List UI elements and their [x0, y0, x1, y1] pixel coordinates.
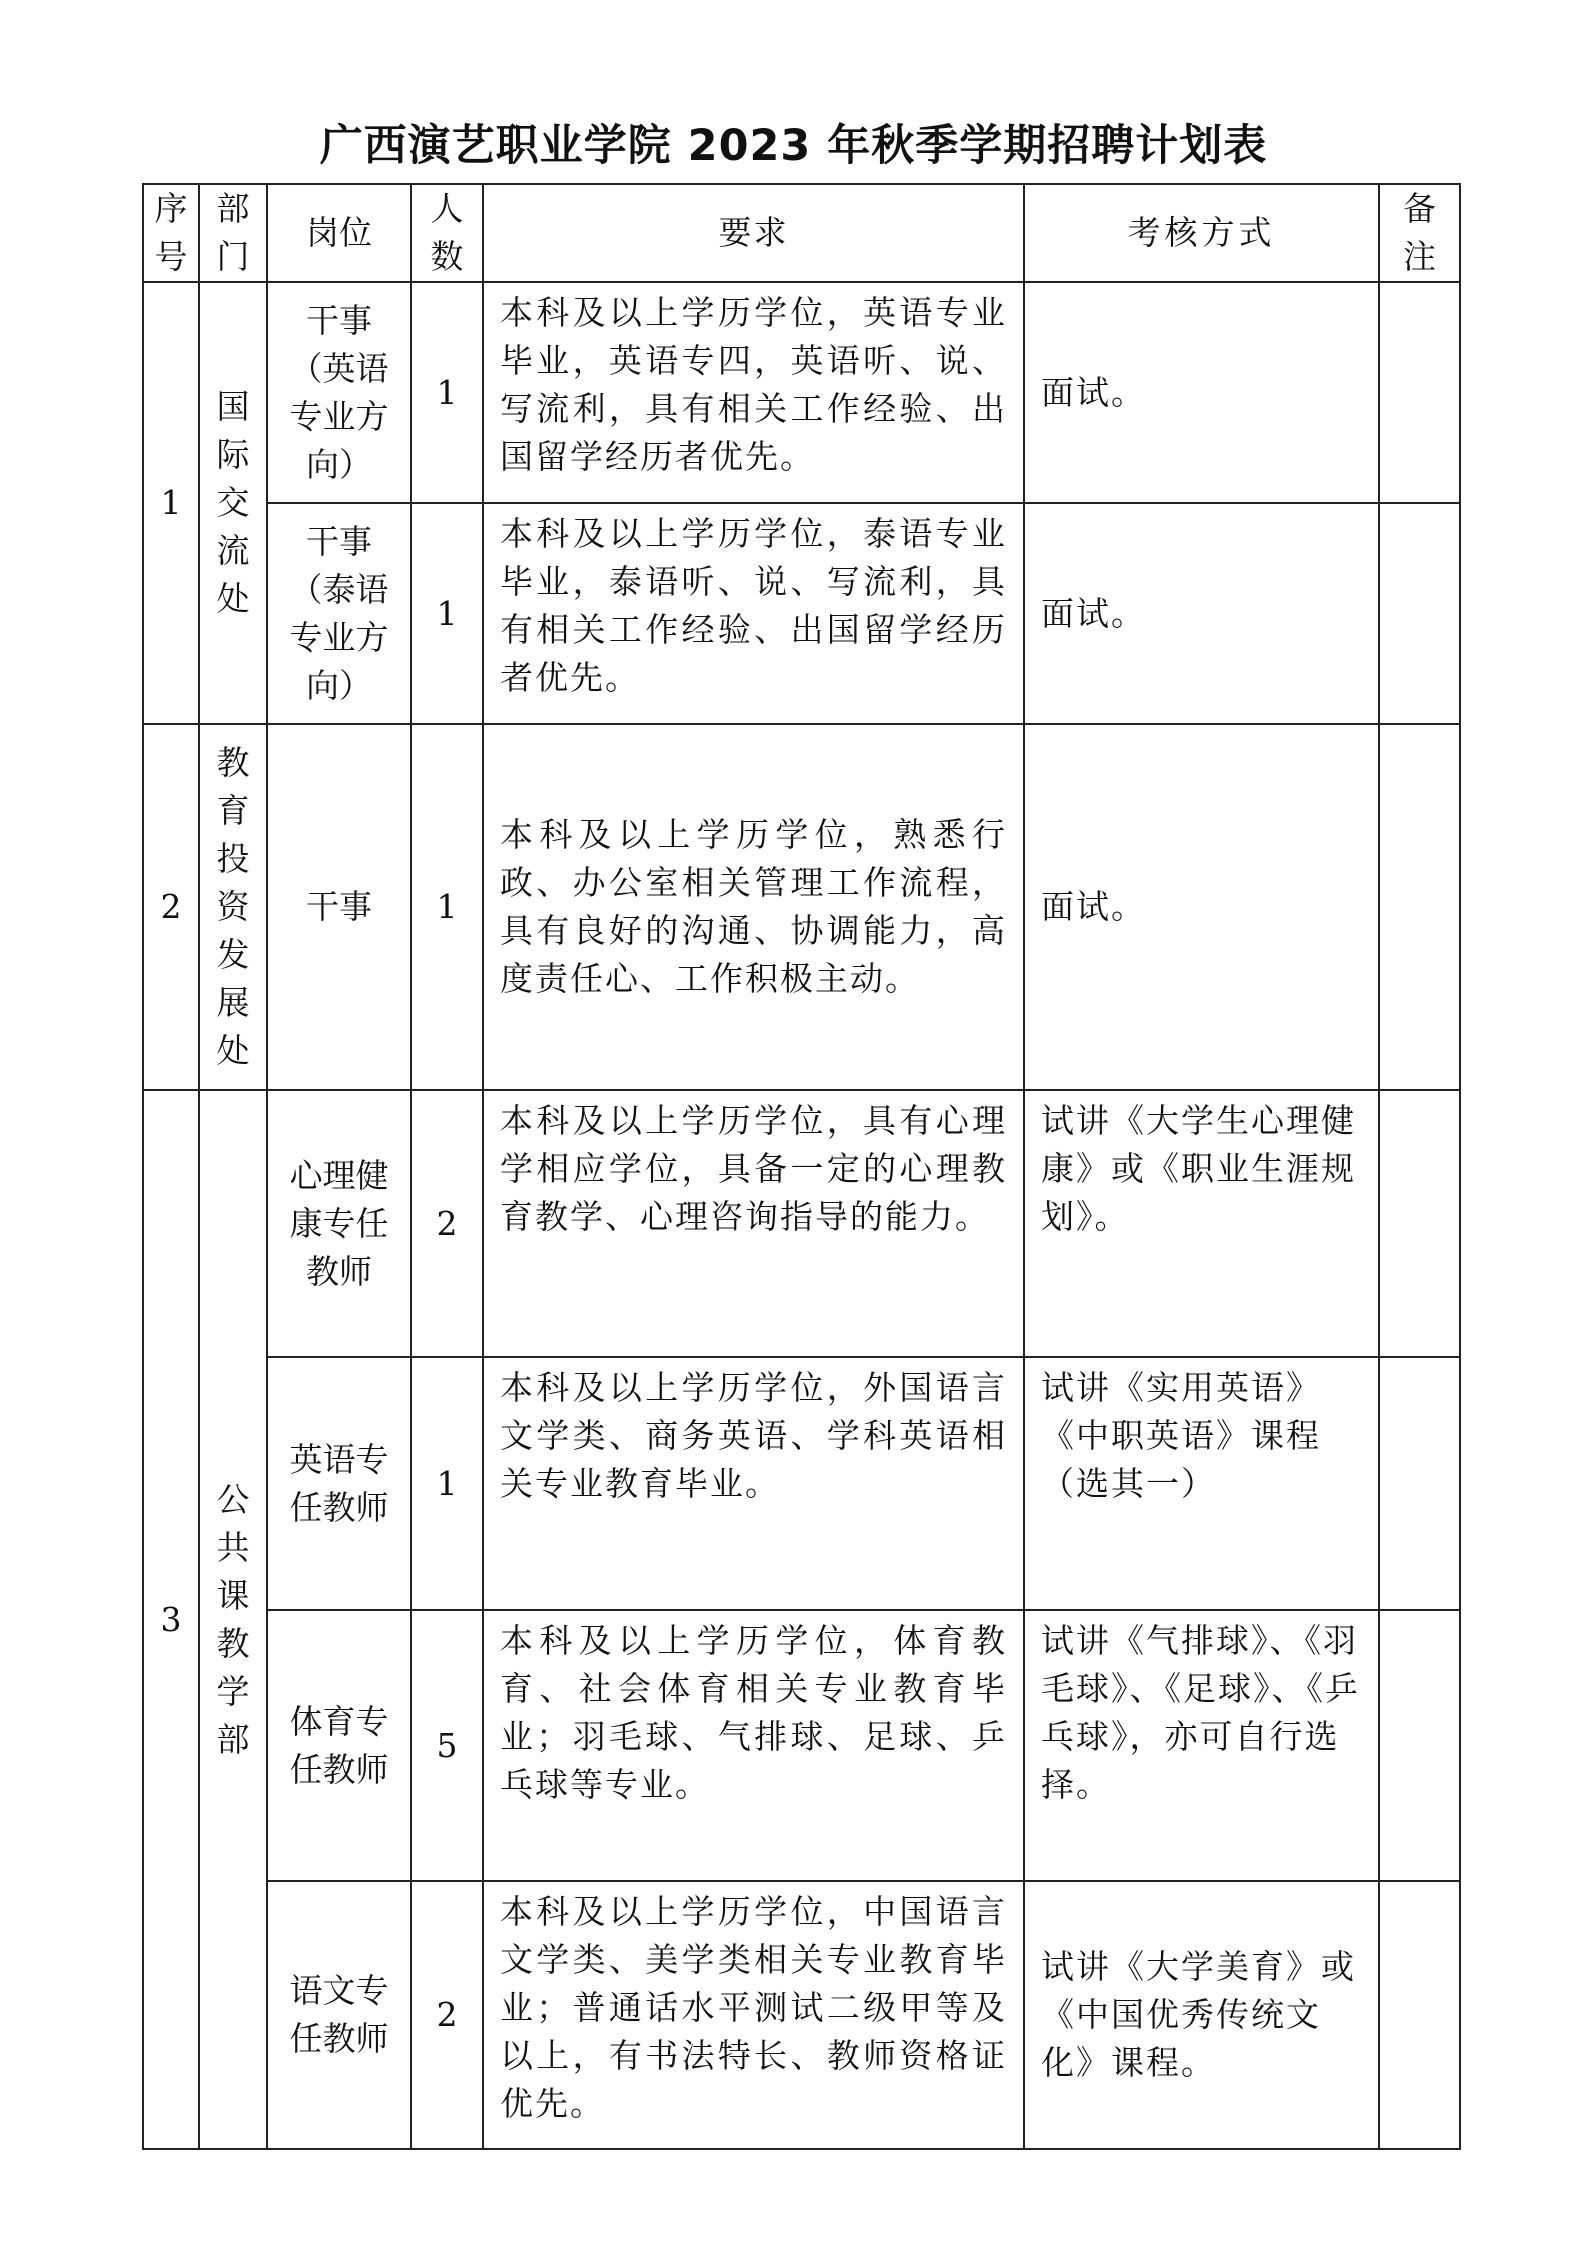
row-no: 1	[143, 282, 199, 724]
row-exam: 面试。	[1024, 724, 1379, 1090]
row-post: 心理健康专任教师	[267, 1090, 411, 1357]
row-requirements: 本科及以上学历学位，熟悉行政、办公室相关管理工作流程，具有良好的沟通、协调能力，高度责任心、工作积极主动。	[483, 724, 1024, 1090]
table-row	[143, 1881, 1460, 2149]
header-exam: 考核方式	[1024, 184, 1379, 282]
row-requirements: 本科及以上学历学位，中国语言文学类、美学类相关专业教育毕业；普通话水平测试二级甲等及以上，有书法特长、教师资格证优先。	[483, 1881, 1024, 2149]
row-requirements: 本科及以上学历学位，英语专业毕业，英语专四，英语听、说、写流利，具有相关工作经验、出国留学经历者优先。	[483, 282, 1024, 503]
table-row	[143, 1357, 1460, 1610]
row-note	[1379, 1357, 1460, 1610]
row-count: 1	[411, 1357, 483, 1610]
row-no: 3	[143, 1090, 199, 2149]
row-dept: 公共课教学部	[199, 1090, 267, 2149]
header-count: 人数	[411, 184, 483, 282]
header-dept: 部门	[199, 184, 267, 282]
row-note	[1379, 724, 1460, 1090]
header-req: 要求	[483, 184, 1024, 282]
row-note	[1379, 1610, 1460, 1881]
row-exam: 试讲《实用英语》《中职英语》课程（选其一）	[1024, 1357, 1379, 1610]
row-post: 干事（泰语专业方向）	[267, 503, 411, 724]
header-row	[143, 184, 1460, 282]
row-post: 语文专任教师	[267, 1881, 411, 2149]
row-requirements: 本科及以上学历学位，体育教育、社会体育相关专业教育毕业；羽毛球、气排球、足球、乒乓球等专业。	[483, 1610, 1024, 1881]
row-note	[1379, 282, 1460, 503]
page-title: 广西演艺职业学院 2023 年秋季学期招聘计划表	[319, 121, 1268, 171]
row-post: 干事（英语专业方向）	[267, 282, 411, 503]
row-count: 1	[411, 724, 483, 1090]
row-post: 干事	[267, 724, 411, 1090]
row-note	[1379, 503, 1460, 724]
table-row	[143, 1610, 1460, 1881]
row-post: 英语专任教师	[267, 1357, 411, 1610]
row-count: 2	[411, 1090, 483, 1357]
header-note: 备注	[1379, 184, 1460, 282]
row-dept: 教育投资发展处	[199, 724, 267, 1090]
header-post: 岗位	[267, 184, 411, 282]
row-post: 体育专任教师	[267, 1610, 411, 1881]
row-requirements: 本科及以上学历学位，外国语言文学类、商务英语、学科英语相关专业教育毕业。	[483, 1357, 1024, 1610]
table-row	[143, 724, 1460, 1090]
row-exam: 试讲《气排球》、《羽毛球》、《足球》、《乒乓球》，亦可自行选择。	[1024, 1610, 1379, 1881]
row-count: 1	[411, 282, 483, 503]
row-requirements: 本科及以上学历学位，泰语专业毕业，泰语听、说、写流利，具有相关工作经验、出国留学经历者优先。	[483, 503, 1024, 724]
row-no: 2	[143, 724, 199, 1090]
row-exam: 面试。	[1024, 503, 1379, 724]
row-count: 5	[411, 1610, 483, 1881]
row-note	[1379, 1090, 1460, 1357]
row-note	[1379, 1881, 1460, 2149]
row-exam: 面试。	[1024, 282, 1379, 503]
row-requirements: 本科及以上学历学位，具有心理学相应学位，具备一定的心理教育教学、心理咨询指导的能力。	[483, 1090, 1024, 1357]
row-dept: 国际交流处	[199, 282, 267, 724]
header-no: 序号	[143, 184, 199, 282]
row-exam: 试讲《大学生心理健康》或《职业生涯规划》。	[1024, 1090, 1379, 1357]
table-row	[143, 282, 1460, 503]
row-count: 2	[411, 1881, 483, 2149]
row-exam: 试讲《大学美育》或《中国优秀传统文化》课程。	[1024, 1881, 1379, 2149]
table-row	[143, 503, 1460, 724]
recruitment-plan-table	[142, 183, 1461, 2150]
row-count: 1	[411, 503, 483, 724]
table-row	[143, 1090, 1460, 1357]
